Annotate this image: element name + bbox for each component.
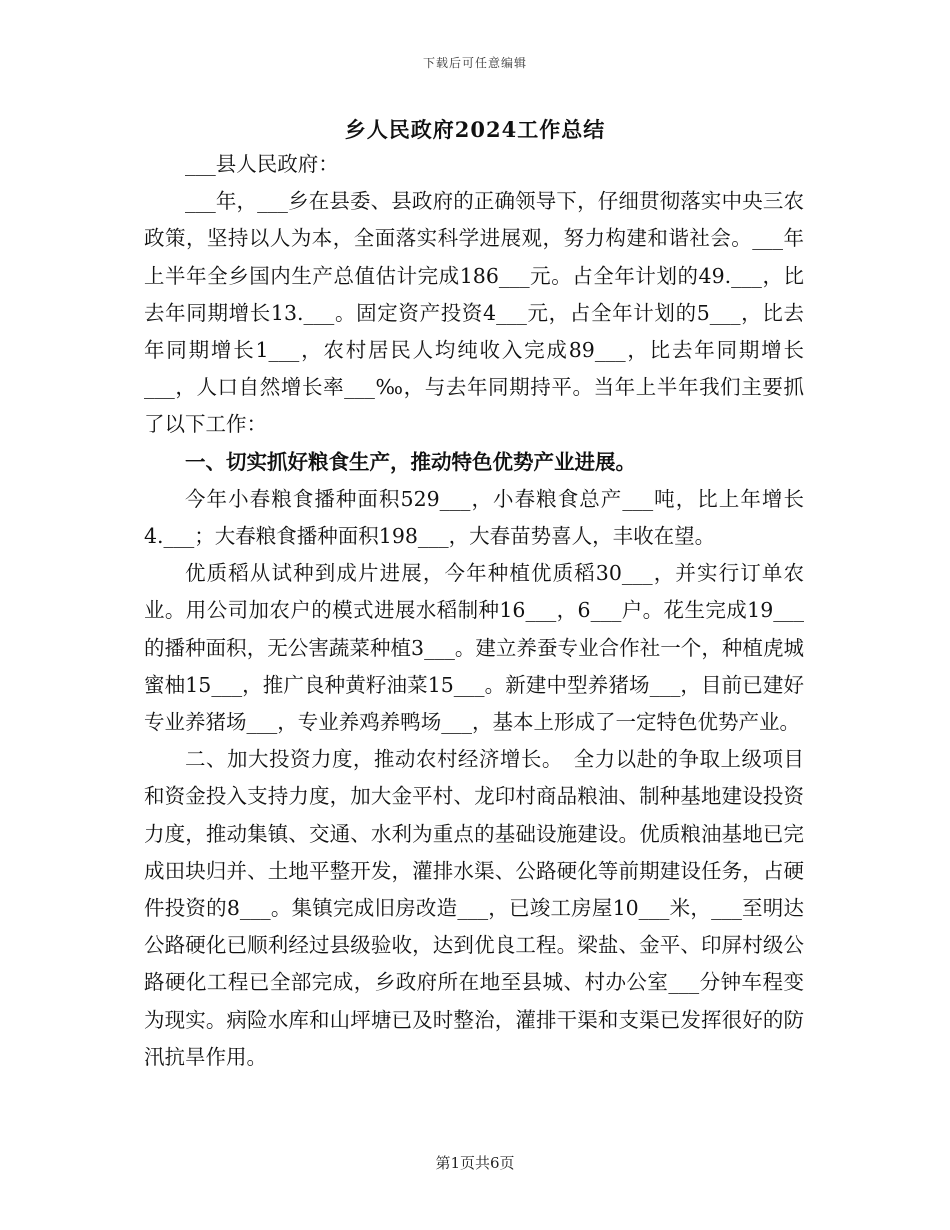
document-body	[144, 146, 804, 1076]
document-title: 乡人民政府2024工作总结	[344, 117, 606, 142]
header-note: 下载后可任意编辑	[422, 56, 527, 70]
paragraph-intro: ___年，___乡在县委、县政府的正确领导下，仔细贯彻落实中央三农政策，坚持以人为本，全面落实科学进展观，努力构建和谐社会。___年上半年全乡国内生产总值估计完成186___元。占全年计划的49.___，比去年同期增长13.___。固定资产投资4___元，占全年计划的5___，比去年同期增长1___，农村居民人均纯收入完成89___，比去年同期增长___，人口自然增长率___‰，与去年同期持平。当年上半年我们主要抓了以下工作：	[144, 189, 804, 437]
page-number: 第1页共6页	[435, 1154, 515, 1172]
salutation: ___县人民政府：	[185, 152, 339, 176]
paragraph-investment: 二、加大投资力度，推动农村经济增长。 全力以赴的争取上级项目和资金投入支持力度，加大金平村、龙印村商品粮油、制种基地建设投资力度，推动集镇、交通、水利为重点的基础设施建设。优质粮油基地已完成田块归并、土地平整开发，灌排水渠、公路硬化等前期建设任务，占硬件投资的8___。集镇完成旧房改造___，已竣工房屋10___米，___至明达公路硬化已顺利经过县级验收，达到优良工程。梁盐、金平、印屏村级公路硬化工程已全部完成，乡政府所在地至县城、村办公室___分钟车程变为现实。病险水库和山坪塘已及时整治，灌排干渠和支渠已发挥很好的防汛抗旱作用。	[144, 747, 804, 1069]
paragraph-rice: 优质稻从试种到成片进展，今年种植优质稻30___，并实行订单农业。用公司加农户的模式进展水稻制种16___，6___户。花生完成19___的播种面积，无公害蔬菜种植3___。建立养蚕专业合作社一个，种植虎城蜜柚15___，推广良种黄籽油菜15___。新建中型养猪场___，目前已建好专业养猪场___，专业养鸡养鸭场___，基本上形成了一定特色优势产业。	[144, 561, 804, 735]
paragraph-grain: 今年小春粮食播种面积529___，小春粮食总产___吨，比上年增长4.___；大春粮食播种面积198___，大春苗势喜人，丰收在望。	[144, 486, 804, 549]
section-heading-1: 一、切实抓好粮食生产，推动特色优势产业进展。	[185, 449, 636, 474]
